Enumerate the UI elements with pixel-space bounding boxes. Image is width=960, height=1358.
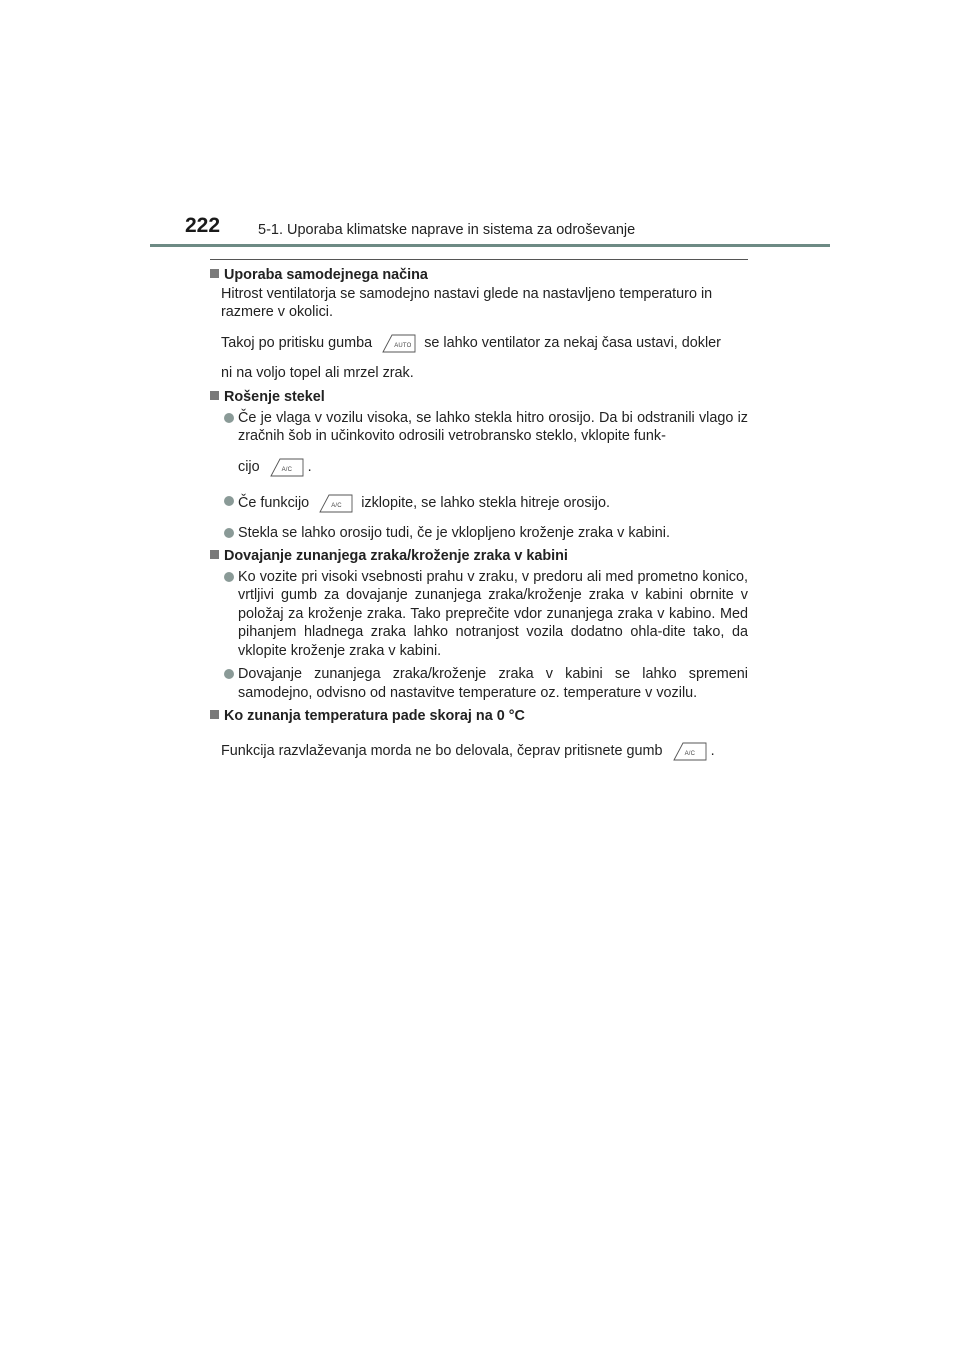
round-bullet-icon: [224, 572, 234, 582]
round-bullet-icon: [224, 413, 234, 423]
square-bullet-icon: [210, 269, 219, 278]
list-item: Dovajanje zunanjega zraka/kroženje zraka v kabini se lahko spremeni samodejno, odvisno od nastavitve temperature oz. temperature v vozilu.: [210, 665, 748, 702]
square-bullet-icon: [210, 550, 219, 559]
section-heading: Uporaba samodejnega načina: [210, 266, 748, 285]
auto-button-icon: AUTO: [380, 332, 416, 354]
list-item: Če je vlaga v vozilu visoka, se lahko stekla hitro orosijo. Da bi odstranili vlago iz zračnih šob in učinkovito odrosili vetrobransko steklo, vklopite funk- cijo A/C .: [210, 409, 748, 478]
section-divider: [210, 259, 748, 260]
square-bullet-icon: [210, 391, 219, 400]
paragraph: ni na voljo topel ali mrzel zrak.: [221, 364, 414, 381]
section-heading: Rošenje stekel: [210, 388, 748, 407]
chapter-title: 5-1. Uporaba klimatske naprave in sistema za odroševanje: [258, 222, 636, 238]
header-rule: [150, 244, 830, 247]
page-content: [210, 265, 748, 762]
round-bullet-icon: [224, 496, 234, 506]
section-heading: Dovajanje zunanjega zraka/kroženje zraka v kabini: [210, 547, 748, 566]
ac-button-icon: A/C: [317, 492, 353, 514]
list-item: Ko vozite pri visoki vsebnosti prahu v zraku, v predoru ali med prometno konico, vrtljivi gumb za dovajanje zunanjega zraka/kroženje zraka v kabini obrnite v položaj za kroženje zraka. Tako preprečite vdor zunanjega zraka v kabino. Med pihanjem hladnega zraka lahko notranjost vozila dodatno ohla-dite tako, da vklopite kroženje zraka v kabini.: [210, 568, 748, 661]
square-bullet-icon: [210, 710, 219, 719]
ac-button-icon: A/C: [671, 740, 707, 762]
round-bullet-icon: [224, 669, 234, 679]
paragraph: Funkcija razvlaževanja morda ne bo delovala, čeprav pritisnete gumb A/C .: [221, 740, 748, 762]
section-body: [210, 285, 748, 383]
paragraph: Takoj po pritisku gumba AUTO se lahko ventilator za nekaj časa ustavi, dokler: [221, 332, 748, 354]
section-heading: Ko zunanja temperatura pade skoraj na 0 °C: [210, 707, 748, 726]
list-item: Stekla se lahko orosijo tudi, če je vklopljeno kroženje zraka v kabini.: [210, 524, 748, 543]
page-number: 222: [185, 214, 221, 237]
section-body: [210, 740, 748, 762]
ac-button-icon: A/C: [268, 456, 304, 478]
paragraph: Hitrost ventilatorja se samodejno nastavi glede na nastavljeno temperaturo in razmere v okolici.: [221, 285, 713, 320]
round-bullet-icon: [224, 528, 234, 538]
list-item: Če funkcijo A/C izklopite, se lahko stekla hitreje orosijo.: [210, 492, 748, 514]
